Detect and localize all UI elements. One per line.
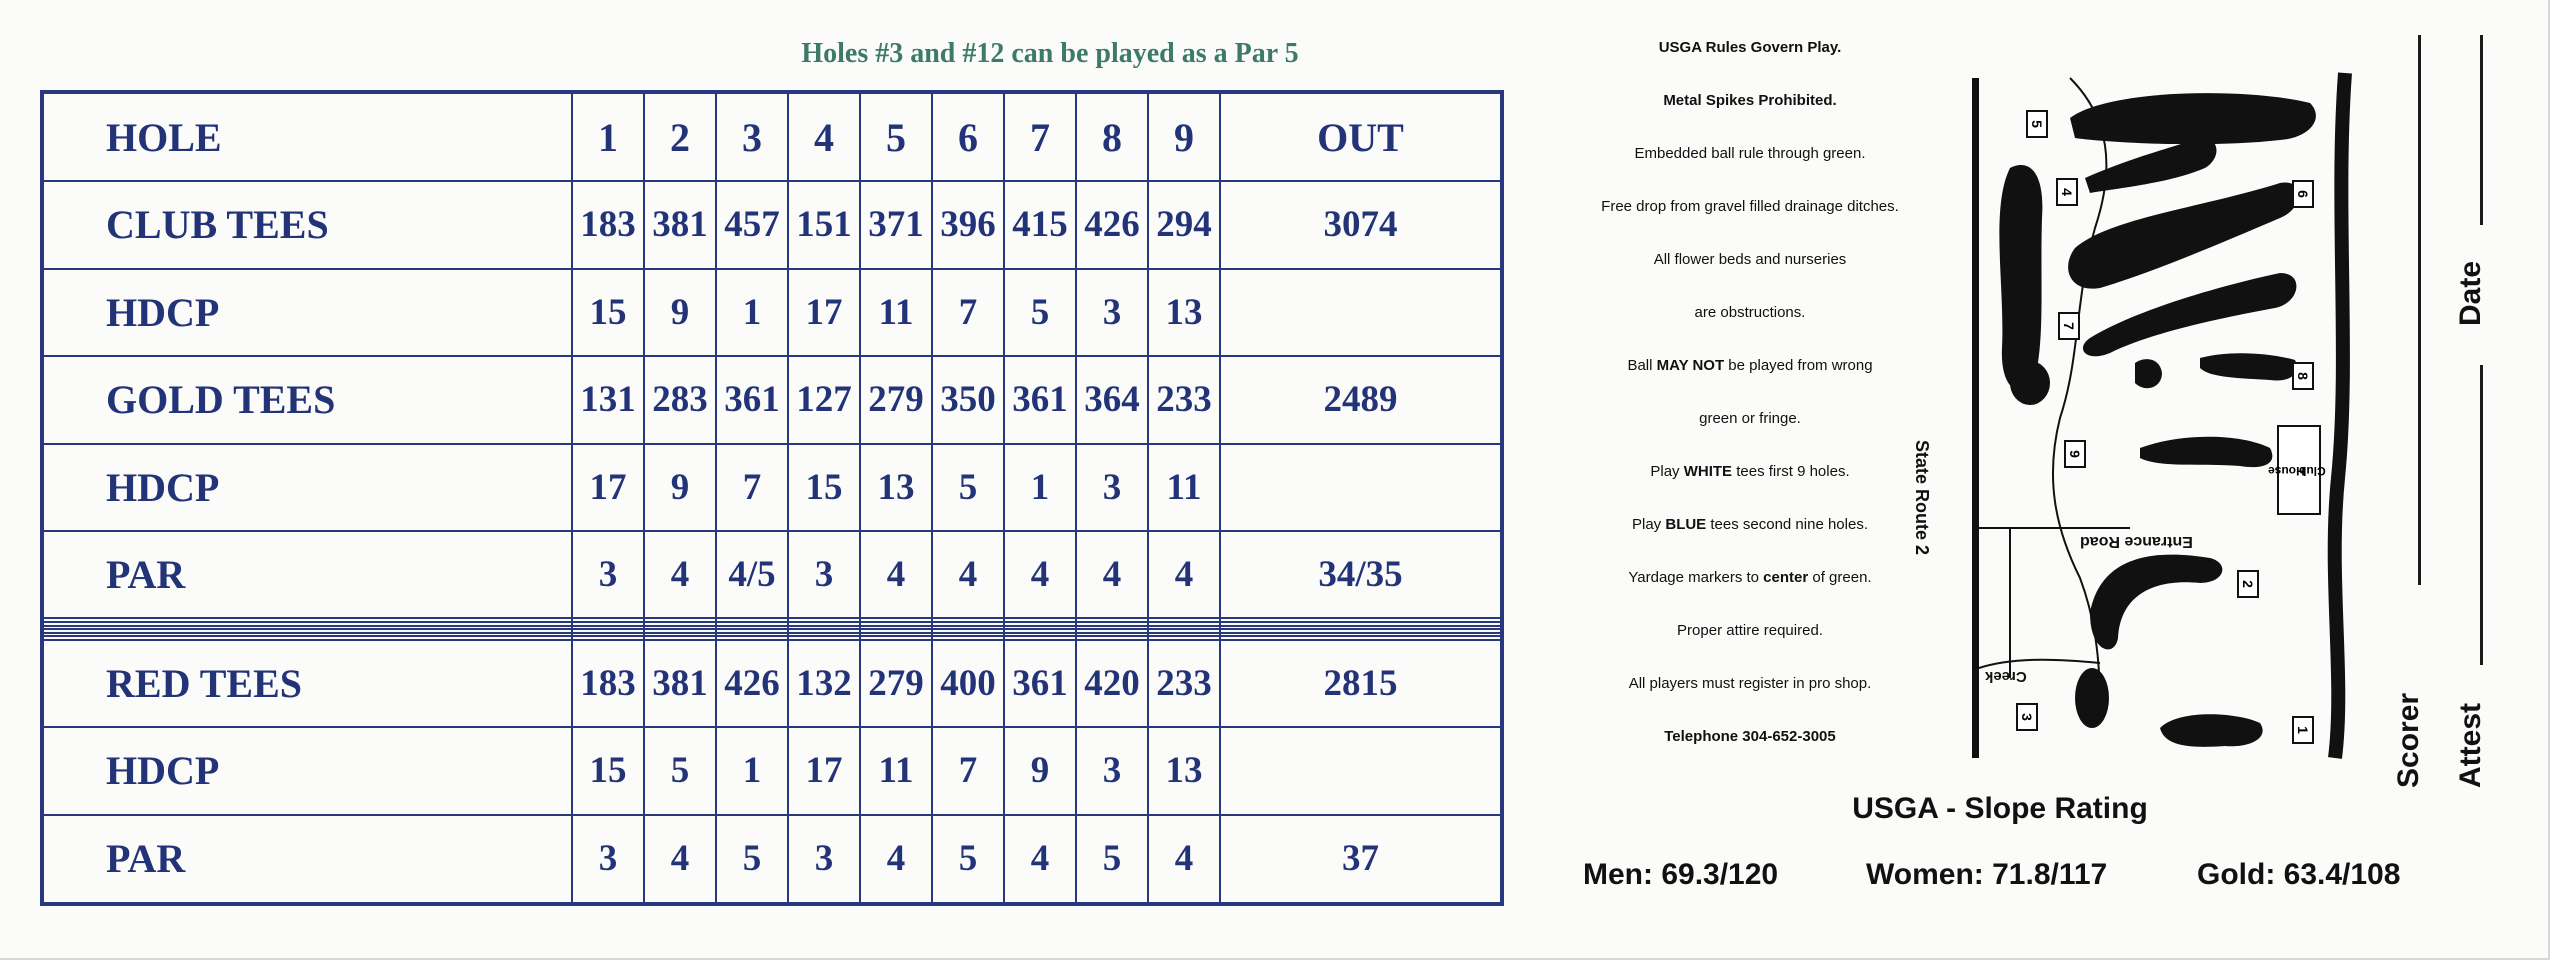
slope-rating-title: USGA - Slope Rating <box>1852 792 2148 825</box>
scorecard-row <box>42 531 1502 618</box>
hole-cell: 183 <box>572 181 644 268</box>
hole-marker-4: 4 <box>2056 178 2078 206</box>
date-label: Date <box>2454 260 2487 326</box>
hole-cell: 233 <box>1148 356 1220 443</box>
rule-white-a: Play <box>1650 463 1684 480</box>
out-total-cell: OUT <box>1220 92 1502 181</box>
row-label: CLUB TEES <box>42 181 572 268</box>
hole-cell: 183 <box>572 640 644 727</box>
rule-register: All players must register in pro shop. <box>1628 675 1872 692</box>
hole-cell: 3 <box>788 815 860 904</box>
hole-cell: 127 <box>788 356 860 443</box>
scorecard-table <box>40 90 1504 906</box>
row-label: HOLE <box>42 92 572 181</box>
hole-marker-5: 5 <box>2026 110 2048 138</box>
hole-cell: 371 <box>860 181 932 268</box>
scorecard-row <box>42 815 1502 904</box>
course-rules <box>1570 38 1930 780</box>
hole-cell: 1 <box>1004 444 1076 531</box>
hole-marker-2: 2 <box>2237 570 2259 598</box>
rule-white-tees <box>1570 462 1930 515</box>
state-route-label: State Route 2 <box>1912 440 1932 556</box>
hole-cell: 233 <box>1148 640 1220 727</box>
course-map <box>1950 58 2370 770</box>
rule-blue-c: tees second nine holes. <box>1706 516 1868 533</box>
hole-cell: 15 <box>788 444 860 531</box>
hole-marker-3: 3 <box>2016 703 2038 731</box>
row-label: GOLD TEES <box>42 356 572 443</box>
hole-cell: 15 <box>572 269 644 356</box>
rule-free-drop: Free drop from gravel filled drainage ditches. <box>1601 198 1899 215</box>
rule-flower-beds: All flower beds and nurseries <box>1653 251 1847 268</box>
green-hole-3 <box>2075 668 2109 728</box>
slope-gold: Gold: 63.4/108 <box>2197 858 2401 891</box>
scorecard-row <box>42 181 1502 268</box>
hole-cell: 4 <box>932 531 1004 618</box>
hole-cell: 294 <box>1148 181 1220 268</box>
hole-cell: 7 <box>716 444 788 531</box>
attest-label: Attest <box>2454 702 2487 788</box>
rule-spikes: Metal Spikes Prohibited. <box>1663 92 1837 109</box>
scorecard-row <box>42 444 1502 531</box>
hole-cell: 11 <box>860 269 932 356</box>
rule-telephone: Telephone 304-652-3005 <box>1664 728 1836 745</box>
hole-cell: 8 <box>1076 92 1148 181</box>
scorecard-row <box>42 356 1502 443</box>
rule-embedded-ball: Embedded ball rule through green. <box>1634 145 1866 162</box>
scorecard-body <box>42 92 1502 904</box>
hole-marker-1: 1 <box>2292 716 2314 744</box>
fairway-hole-2 <box>2090 555 2222 650</box>
rule-fringe: green or fringe. <box>1699 410 1801 427</box>
hole-marker-7: 7 <box>2058 312 2080 340</box>
fairway-hole-8b <box>2135 359 2162 388</box>
hole-cell: 361 <box>716 356 788 443</box>
rule-blue-tees <box>1570 515 1930 568</box>
hole-cell: 426 <box>1076 181 1148 268</box>
out-total-cell: 2815 <box>1220 640 1502 727</box>
hole-cell: 4/5 <box>716 531 788 618</box>
hole-cell: 11 <box>860 727 932 814</box>
rule-wrong-green <box>1570 356 1930 409</box>
hole-cell: 4 <box>788 92 860 181</box>
creek-label: Creek <box>1985 668 2027 685</box>
hole-cell: 4 <box>1004 531 1076 618</box>
creek-branch <box>1979 660 2100 668</box>
fairway-hole-1 <box>2160 714 2263 747</box>
hole-marker-8: 8 <box>2292 362 2314 390</box>
hole-cell: 1 <box>716 727 788 814</box>
hole-cell: 9 <box>1004 727 1076 814</box>
hole-cell: 361 <box>1004 356 1076 443</box>
hole-cell: 17 <box>572 444 644 531</box>
hole-cell: 3 <box>572 531 644 618</box>
rule-wrong-green-c: be played from wrong <box>1724 357 1873 374</box>
par5-notice: Holes #3 and #12 can be played as a Par 5 <box>801 38 1299 69</box>
hole-cell: 426 <box>716 640 788 727</box>
hole-cell: 5 <box>1076 815 1148 904</box>
scorer-label: Scorer <box>2392 692 2425 788</box>
hole-marker-9: 9 <box>2064 440 2086 468</box>
rule-attire: Proper attire required. <box>1677 622 1823 639</box>
hole-cell: 4 <box>860 815 932 904</box>
hole-cell: 4 <box>1148 815 1220 904</box>
rule-wrong-green-a: Ball <box>1627 357 1657 374</box>
hole-cell: 13 <box>1148 727 1220 814</box>
hole-cell: 4 <box>1004 815 1076 904</box>
out-total-cell: 34/35 <box>1220 531 1502 618</box>
fairway-hole-4 <box>1999 165 2042 390</box>
hole-cell: 3 <box>716 92 788 181</box>
rule-wrong-green-b: MAY NOT <box>1656 357 1725 374</box>
hole-cell: 5 <box>1004 269 1076 356</box>
hole-cell: 5 <box>932 815 1004 904</box>
hole-cell: 7 <box>932 727 1004 814</box>
out-total-cell: 3074 <box>1220 181 1502 268</box>
hole-cell: 15 <box>572 727 644 814</box>
hole-cell: 279 <box>860 640 932 727</box>
hole-cell: 4 <box>860 531 932 618</box>
rule-blue-b: BLUE <box>1665 516 1707 533</box>
hole-cell: 4 <box>644 531 716 618</box>
hole-cell: 3 <box>572 815 644 904</box>
right-boundary <box>2335 73 2345 758</box>
hole-cell: 7 <box>932 269 1004 356</box>
slope-women: Women: 71.8/117 <box>1866 858 2108 891</box>
rule-yardage-a: Yardage markers to <box>1628 569 1764 586</box>
hole-cell: 350 <box>932 356 1004 443</box>
clubhouse-line2: House <box>2267 463 2305 478</box>
hole-cell: 2 <box>644 92 716 181</box>
row-label: PAR <box>42 815 572 904</box>
row-label: HDCP <box>42 444 572 531</box>
hole-cell: 5 <box>716 815 788 904</box>
hole-cell: 5 <box>644 727 716 814</box>
hole-cell: 3 <box>1076 727 1148 814</box>
hole-cell: 132 <box>788 640 860 727</box>
rule-yardage-b: center <box>1763 569 1809 586</box>
hole-cell: 17 <box>788 727 860 814</box>
scorecard-row <box>42 269 1502 356</box>
hole-cell: 381 <box>644 640 716 727</box>
hole-cell: 7 <box>1004 92 1076 181</box>
hole-cell: 283 <box>644 356 716 443</box>
hole-cell: 381 <box>644 181 716 268</box>
hole-cell: 5 <box>860 92 932 181</box>
hole-cell: 3 <box>788 531 860 618</box>
out-total-cell <box>1220 727 1502 814</box>
hole-cell: 3 <box>1076 269 1148 356</box>
hole-cell: 131 <box>572 356 644 443</box>
clubhouse-line1: Club <box>2298 463 2326 478</box>
hole-cell: 1 <box>716 269 788 356</box>
fairway-hole-5 <box>2070 93 2316 144</box>
hole-cell: 279 <box>860 356 932 443</box>
attest-line <box>2480 365 2483 665</box>
hole-cell: 457 <box>716 181 788 268</box>
hole-cell: 420 <box>1076 640 1148 727</box>
hole-cell: 9 <box>1148 92 1220 181</box>
out-total-cell <box>1220 269 1502 356</box>
entrance-road-label: Entrance Road <box>2080 533 2193 550</box>
out-total-cell: 2489 <box>1220 356 1502 443</box>
hole-cell: 400 <box>932 640 1004 727</box>
rule-white-c: tees first 9 holes. <box>1732 463 1850 480</box>
rule-yardage <box>1570 568 1930 621</box>
hole-cell: 13 <box>1148 269 1220 356</box>
hole-marker-6: 6 <box>2292 180 2314 208</box>
hole-cell: 4 <box>644 815 716 904</box>
rule-white-b: WHITE <box>1683 463 1733 480</box>
hole-cell: 5 <box>932 444 1004 531</box>
hole-cell: 3 <box>1076 444 1148 531</box>
rule-obstructions: are obstructions. <box>1694 304 1806 321</box>
scorecard-row <box>42 727 1502 814</box>
rule-usga: USGA Rules Govern Play. <box>1658 39 1842 56</box>
hole-cell: 13 <box>860 444 932 531</box>
fairway-hole-7 <box>2083 273 2296 356</box>
hole-cell: 151 <box>788 181 860 268</box>
out-total-cell <box>1220 444 1502 531</box>
row-label: HDCP <box>42 727 572 814</box>
fairway-hole-9 <box>2140 437 2272 467</box>
out-total-cell: 37 <box>1220 815 1502 904</box>
hole-cell: 11 <box>1148 444 1220 531</box>
hole-cell: 4 <box>1076 531 1148 618</box>
scorer-line <box>2418 35 2421 585</box>
hole-cell: 4 <box>1148 531 1220 618</box>
hole-cell: 415 <box>1004 181 1076 268</box>
state-route-line <box>1972 78 1979 758</box>
fairway-hole-8 <box>2200 353 2297 380</box>
scorecard-row <box>42 640 1502 727</box>
slope-men: Men: 69.3/120 <box>1583 858 1779 891</box>
hole-cell: 1 <box>572 92 644 181</box>
hole-cell: 364 <box>1076 356 1148 443</box>
row-label: HDCP <box>42 269 572 356</box>
hole-cell: 6 <box>932 92 1004 181</box>
clubhouse-box <box>2267 425 2326 515</box>
hole-cell: 396 <box>932 181 1004 268</box>
hole-cell: 17 <box>788 269 860 356</box>
row-label: RED TEES <box>42 640 572 727</box>
green-small <box>2010 361 2050 405</box>
hole-cell: 9 <box>644 269 716 356</box>
rule-yardage-c: of green. <box>1808 569 1872 586</box>
rule-blue-a: Play <box>1632 516 1666 533</box>
hole-cell: 9 <box>644 444 716 531</box>
clubhouse-label <box>2267 452 2326 489</box>
row-label: PAR <box>42 531 572 618</box>
date-line <box>2480 35 2483 225</box>
scorecard-row <box>42 92 1502 181</box>
hole-cell: 361 <box>1004 640 1076 727</box>
